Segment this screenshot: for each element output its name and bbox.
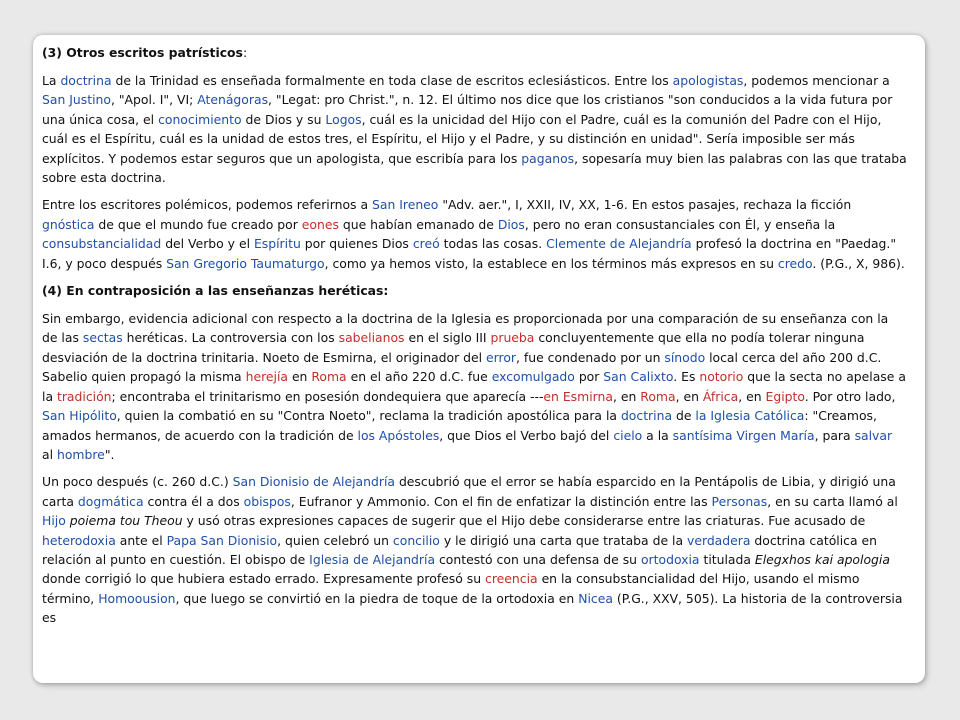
link-missing-page[interactable]: Roma bbox=[311, 369, 347, 385]
link[interactable]: San Ireneo bbox=[371, 197, 439, 213]
section-4-paragraph-2 bbox=[42, 472, 907, 627]
link[interactable]: Atenágoras bbox=[197, 92, 269, 108]
link[interactable]: salvar bbox=[854, 427, 893, 443]
link[interactable]: San Hipólito bbox=[42, 408, 117, 424]
link[interactable]: San Justino bbox=[42, 92, 111, 108]
text-run: de bbox=[672, 408, 696, 424]
text-run: en el año 220 d.C. fue bbox=[346, 369, 492, 385]
link-missing-page[interactable]: África bbox=[702, 388, 739, 404]
text-run: , Eufranor y Ammonio. Con el fin de enfatizar la distinción entre las bbox=[290, 493, 712, 509]
link[interactable]: concilio bbox=[392, 532, 440, 548]
link[interactable]: la Iglesia Católica bbox=[695, 408, 805, 424]
text-run: de que el mundo fue creado por bbox=[94, 216, 302, 232]
text-run: , que Dios el Verbo bajó del bbox=[439, 427, 614, 443]
link[interactable]: San Dionisio de Alejandría bbox=[232, 474, 395, 490]
link[interactable]: consubstancialidad bbox=[42, 236, 162, 252]
article-body bbox=[33, 35, 925, 628]
link[interactable]: Nicea bbox=[578, 590, 613, 606]
text-run: en el siglo III bbox=[404, 330, 491, 346]
text-run: , en su carta llamó al bbox=[767, 493, 898, 509]
link[interactable]: dogmática bbox=[77, 493, 144, 509]
link[interactable]: cielo bbox=[613, 427, 643, 443]
link[interactable]: Dios bbox=[497, 216, 525, 232]
text-run: Un poco después (c. 260 d.C.) bbox=[42, 474, 233, 490]
link[interactable]: creó bbox=[412, 236, 440, 252]
link-missing-page[interactable]: notorio bbox=[699, 369, 744, 385]
text-run: . Es bbox=[673, 369, 700, 385]
link-missing-page[interactable]: Roma bbox=[640, 388, 676, 404]
link[interactable]: verdadera bbox=[686, 532, 751, 548]
text-run: al bbox=[42, 446, 57, 462]
link[interactable]: doctrina bbox=[620, 408, 673, 424]
text-run: por quienes Dios bbox=[300, 236, 413, 252]
text-run: local cerca del año 200 d.C. Sabelio quien propagó la misma bbox=[42, 349, 882, 385]
link[interactable]: paganos bbox=[521, 150, 575, 166]
text-run: , quien celebró un bbox=[277, 532, 393, 548]
section-3-heading: (3) Otros escritos patrísticos: bbox=[42, 45, 248, 60]
text-run: del Verbo y el bbox=[161, 236, 254, 252]
text-run: descubrió que el error se había esparcido en la Pentápolis de Libia, y dirigió una carta bbox=[42, 474, 896, 509]
text-run: titulada bbox=[699, 551, 755, 567]
text-run: concluyentemente que ella no podía tolerar ninguna desviación de la doctrina trinitaria. Noeto de Esmirna, el originador del bbox=[42, 330, 865, 365]
text-run: La bbox=[42, 73, 61, 88]
link-missing-page[interactable]: sabelianos bbox=[338, 330, 405, 346]
link[interactable]: San Calixto bbox=[603, 369, 674, 385]
text-run: , podemos mencionar a bbox=[743, 73, 890, 88]
link[interactable]: heterodoxia bbox=[42, 532, 116, 548]
italic-term: Elegxhos kai apologia bbox=[754, 551, 890, 567]
link[interactable]: error bbox=[486, 349, 517, 365]
link[interactable]: santísima Virgen María bbox=[672, 427, 815, 443]
text-run: en la consubstancialidad del Hijo, usando el mismo término, bbox=[42, 571, 860, 606]
document-card bbox=[33, 35, 925, 683]
text-run: profesó la doctrina en "Paedag." I.6, y poco después bbox=[42, 236, 897, 271]
text-run: , que luego se convirtió en la piedra de toque de la ortodoxia en bbox=[175, 590, 579, 606]
link[interactable]: ortodoxia bbox=[640, 551, 700, 567]
text-run: que la secta no apelase a la bbox=[42, 369, 906, 404]
link[interactable]: gnóstica bbox=[42, 216, 95, 232]
text-run: , "Apol. I", VI; bbox=[110, 92, 198, 108]
link[interactable]: Clemente de Alejandría bbox=[546, 236, 692, 252]
text-run: "Adv. aer.", I, XXII, IV, XX, 1-6. En estos pasajes, rechaza la ficción bbox=[438, 197, 852, 213]
text-run: que habían emanado de bbox=[338, 216, 498, 232]
text-run: , pero no eran consustanciales con Él, y enseña la bbox=[524, 216, 836, 232]
text-run: contra él a dos bbox=[143, 493, 244, 509]
link[interactable]: Papa San Dionisio bbox=[166, 532, 278, 548]
text-run: , en bbox=[738, 388, 766, 404]
text-run: de Dios y su bbox=[241, 111, 326, 127]
link-missing-page[interactable]: Egipto bbox=[765, 388, 805, 404]
text-run: : "Creamos, amados hermanos, de acuerdo con la tradición de bbox=[42, 408, 877, 443]
text-run: y usó otras expresiones capaces de sugerir que el Hijo debe considerarse entre las criaturas. Fue acusado de bbox=[182, 513, 866, 529]
text-run: Entre los escritores polémicos, podemos referirnos a bbox=[42, 197, 372, 213]
link[interactable]: Homoousion bbox=[98, 590, 176, 606]
link[interactable]: hombre bbox=[56, 446, 105, 462]
link[interactable]: los Apóstoles bbox=[357, 427, 440, 443]
text-run: , "Legat: pro Christ.", n. 12. El último nos dice que los cristianos "son conducidos a la vida futura por una única cosa, el bbox=[42, 92, 893, 127]
text-run: contestó con una defensa de su bbox=[435, 551, 641, 567]
text-run: , para bbox=[814, 427, 855, 443]
link-missing-page[interactable]: eones bbox=[301, 216, 339, 232]
text-run: , en bbox=[612, 388, 641, 404]
text-run: , sopesaría muy bien las palabras con las que trataba sobre esta doctrina. bbox=[42, 150, 907, 186]
link[interactable]: Personas bbox=[711, 493, 768, 509]
link[interactable]: Iglesia de Alejandría bbox=[309, 551, 436, 567]
text-run: , fue condenado por un bbox=[516, 349, 665, 365]
link[interactable]: credo bbox=[777, 255, 813, 271]
section-4-paragraph-1 bbox=[42, 309, 907, 464]
text-run: . (P.G., X, 986). bbox=[812, 255, 905, 271]
text-run: a la bbox=[642, 427, 673, 443]
section-3-paragraph-2 bbox=[42, 195, 907, 273]
text-run: heréticas. La controversia con los bbox=[122, 330, 339, 346]
link[interactable]: obispos bbox=[243, 493, 291, 509]
link[interactable]: Espíritu bbox=[253, 236, 301, 252]
text-run: en bbox=[288, 369, 312, 385]
text-run: y le dirigió una carta que trataba de la bbox=[439, 532, 687, 548]
text-run: , cuál es la unicidad del Hijo con el Padre, cuál es la comunión del Padre con el Hijo, cuál es el Espíritu, cuál es la unidad de estos tres, el Espíritu, el Hijo y el Padre, y su distinción en unidad". Sería imposible ser más explícitos. Y podemos estar seguros que un apologista, que escribía para los bbox=[42, 111, 882, 166]
text-run: , quien la combatió en su "Contra Noeto", reclama la tradición apostólica para la bbox=[116, 408, 621, 424]
link[interactable]: doctrina bbox=[60, 73, 112, 88]
text-run: (P.G., XXV, 505). La historia de la controversia es bbox=[42, 590, 903, 626]
text-run: , en bbox=[675, 388, 703, 404]
text-run: doctrina católica en relación al punto en cuestión. El obispo de bbox=[42, 532, 877, 567]
link[interactable]: conocimiento bbox=[158, 111, 242, 127]
text-run: todas las cosas. bbox=[439, 236, 547, 252]
text-run: ; encontraba el trinitarismo en posesión dondequiera que aparecía --- bbox=[111, 388, 544, 404]
link-missing-page[interactable]: herejía bbox=[245, 369, 288, 385]
link[interactable]: Hijo bbox=[42, 513, 66, 529]
link-missing-page[interactable]: creencia bbox=[485, 571, 538, 587]
text-run: ante el bbox=[115, 532, 167, 548]
link[interactable]: San Gregorio Taumaturgo bbox=[166, 255, 325, 271]
link-missing-page[interactable]: tradición bbox=[56, 388, 112, 404]
text-run: ". bbox=[104, 446, 115, 462]
text-run: donde corrigió lo que hubiera estado errado. Expresamente profesó su bbox=[42, 571, 486, 587]
text-run: , como ya hemos visto, la establece en los términos más expresos en su bbox=[324, 255, 778, 271]
link[interactable]: sectas bbox=[82, 330, 123, 346]
section-3-paragraph-1 bbox=[42, 71, 907, 187]
link-missing-page[interactable]: en Esmirna bbox=[543, 388, 613, 404]
italic-term: poiema tou Theou bbox=[69, 513, 183, 529]
text-run: Sin embargo, evidencia adicional con respecto a la doctrina de la Iglesia es proporcionada por una comparación de su enseñanza con la de las bbox=[42, 311, 889, 346]
section-4-heading: (4) En contraposición a las enseñanzas heréticas: bbox=[42, 283, 389, 299]
link-missing-page[interactable]: prueba bbox=[490, 330, 535, 346]
link[interactable]: Logos bbox=[325, 111, 362, 127]
link[interactable]: excomulgado bbox=[491, 369, 575, 385]
text-run: de la Trinidad es enseñada formalmente en toda clase de escritos eclesiásticos. Entre los bbox=[111, 73, 673, 88]
text-run: . Por otro lado, bbox=[804, 388, 896, 404]
link[interactable]: sínodo bbox=[664, 349, 706, 365]
text-run: por bbox=[574, 369, 604, 385]
link[interactable]: apologistas bbox=[672, 73, 744, 88]
